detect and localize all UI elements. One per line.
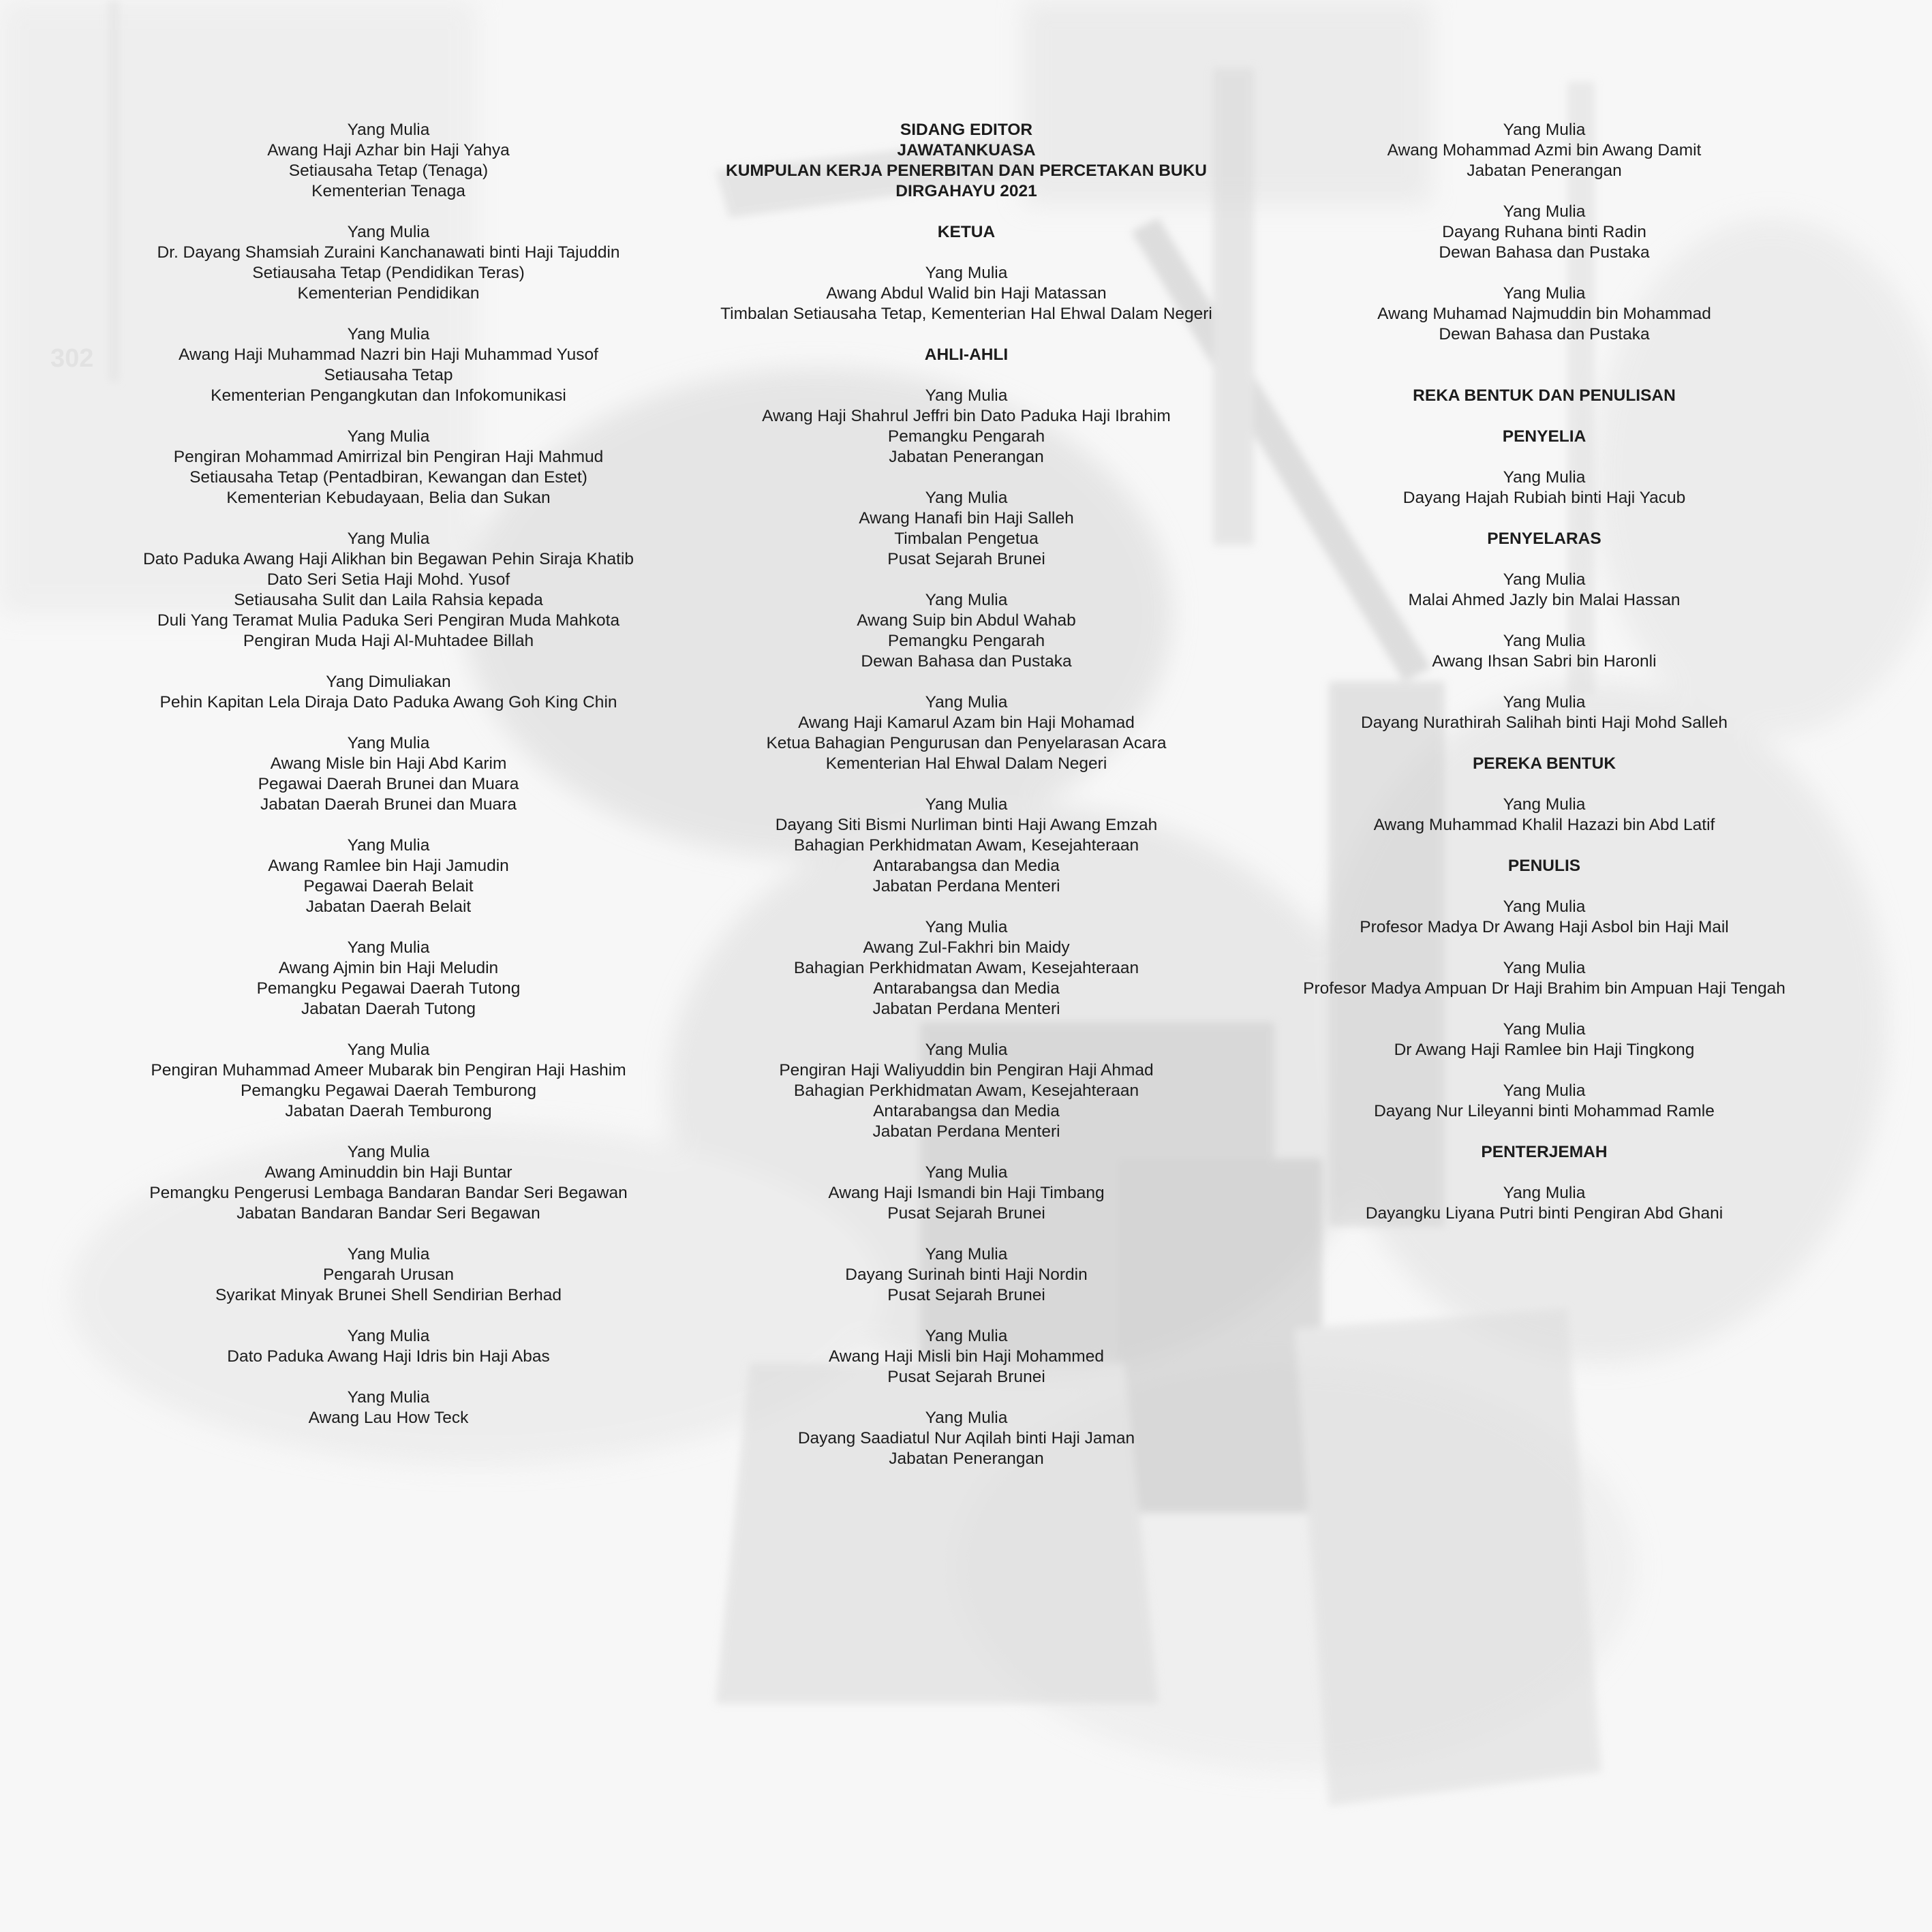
credit-line: Awang Muhamad Najmuddin bin Mohammad [1377,305,1711,323]
honorific: Yang Mulia [925,264,1008,282]
credit-entry [102,1244,675,1306]
right-column [1258,120,1830,1244]
credit-entry [1258,795,1830,835]
credit-line: Awang Haji Shahrul Jeffri bin Dato Paduka Haji Ibrahim [762,407,1171,425]
credit-line: Pehin Kapitan Lela Diraja Dato Paduka Awang Goh King Chin [159,693,617,711]
credit-line: Profesor Madya Dr Awang Haji Asbol bin Haji Mail [1360,918,1729,936]
honorific: Yang Mulia [1503,959,1586,977]
credit-line: Awang Abdul Walid bin Haji Matassan [826,284,1107,303]
credit-line: Dayang Hajah Rubiah binti Haji Yacub [1402,489,1686,507]
credit-line: Awang Ihsan Sabri bin Haronli [1432,652,1657,671]
credit-entry [680,795,1253,897]
credit-line: Dayang Ruhana binti Radin [1442,223,1646,241]
credit-entry [102,1142,675,1224]
credit-entry [102,672,675,713]
credit-line: Jabatan Daerah Brunei dan Muara [260,795,517,814]
honorific: Yang Mulia [347,223,430,241]
credit-entry [102,427,675,508]
credit-entry [1258,692,1830,733]
heading-line: JAWATANKUASA [897,141,1036,159]
middle-column [680,120,1253,1490]
credit-line: Kementerian Pengangkutan dan Infokomunikasi [211,386,566,405]
credit-line: Dewan Bahasa dan Pustaka [1439,243,1650,262]
honorific: Yang Mulia [1503,1082,1586,1100]
credit-entry [102,222,675,304]
credit-entry [102,529,675,651]
credit-line: Awang Haji Kamarul Azam bin Haji Mohamad [798,714,1135,732]
credit-entry [1258,120,1830,181]
credit-entry [1258,570,1830,611]
honorific: Yang Mulia [347,938,430,957]
section-heading [1258,856,1830,876]
credit-line: Setiausaha Sulit dan Laila Rahsia kepada [234,591,543,609]
honorific: Yang Mulia [925,795,1008,814]
credit-entry [1258,897,1830,938]
credit-entry [680,1040,1253,1142]
section-heading [1258,754,1830,774]
credit-line: Jabatan Perdana Menteri [872,1000,1060,1018]
heading-line: PENYELIA [1502,427,1586,446]
credit-line: Pusat Sejarah Brunei [887,1368,1045,1386]
credit-entry [680,1408,1253,1469]
honorific: Yang Mulia [925,1245,1008,1263]
honorific: Yang Mulia [1503,468,1586,487]
credit-line: Antarabangsa dan Media [873,1102,1060,1120]
credit-line: Jabatan Perdana Menteri [872,877,1060,895]
honorific: Yang Dimuliakan [326,673,451,691]
honorific: Yang Mulia [1503,693,1586,711]
credit-line: Dayang Siti Bismi Nurliman binti Haji Awang Emzah [775,816,1158,834]
credit-line: Bahagian Perkhidmatan Awam, Kesejahteraan [793,1082,1139,1100]
credit-entry [680,386,1253,467]
honorific: Yang Mulia [347,530,430,548]
credit-line: Dato Paduka Awang Haji Alikhan bin Begawan Pehin Siraja Khatib [142,550,634,568]
honorific: Yang Mulia [1503,1184,1586,1202]
credit-line: Setiausaha Tetap (Pentadbiran, Kewangan dan Estet) [189,468,587,487]
credit-line: Awang Muhammad Khalil Hazazi bin Abd Latif [1373,816,1715,834]
credit-line: Pemangku Pengarah [887,427,1045,446]
honorific: Yang Mulia [347,325,430,343]
credit-line: Awang Hanafi bin Haji Salleh [859,509,1074,527]
honorific: Yang Mulia [925,918,1008,936]
credit-line: Antarabangsa dan Media [873,857,1060,875]
credit-line: Bahagian Perkhidmatan Awam, Kesejahteraan [793,836,1139,855]
credit-entry [102,120,675,202]
honorific: Yang Mulia [925,1163,1008,1182]
credit-line: Dr Awang Haji Ramlee bin Haji Tingkong [1394,1041,1695,1059]
section-heading [680,345,1253,365]
credit-entry [102,733,675,815]
honorific: Yang Mulia [347,836,430,855]
credit-entry [680,1326,1253,1387]
honorific: Yang Mulia [347,734,430,752]
section-heading [1258,386,1830,406]
honorific: Yang Mulia [1503,795,1586,814]
credit-line: Jabatan Daerah Belait [305,898,472,916]
heading-line: KUMPULAN KERJA PENERBITAN DAN PERCETAKAN BUKU [726,162,1207,180]
credit-line: Bahagian Perkhidmatan Awam, Kesejahteraan [793,959,1139,977]
section-heading [680,222,1253,243]
credit-entry [680,263,1253,324]
honorific: Yang Mulia [1503,632,1586,650]
heading-line: DIRGAHAYU 2021 [895,182,1037,200]
credit-line: Pusat Sejarah Brunei [887,1286,1045,1304]
credit-entry [102,1040,675,1122]
credit-line: Pusat Sejarah Brunei [887,550,1045,568]
credit-line: Pengiran Haji Waliyuddin bin Pengiran Haji Ahmad [779,1061,1154,1079]
heading-line: REKA BENTUK DAN PENULISAN [1413,386,1676,405]
credit-entry [680,692,1253,774]
credit-line: Awang Zul-Fakhri bin Maidy [863,938,1070,957]
credit-line: Awang Haji Misli bin Haji Mohammed [829,1347,1104,1366]
honorific: Yang Mulia [1503,202,1586,221]
credit-line: Dato Paduka Awang Haji Idris bin Haji Abas [227,1347,550,1366]
section-spacer [1258,365,1830,386]
heading-line: SIDANG EDITOR [900,121,1033,139]
credit-line: Awang Haji Azhar bin Haji Yahya [267,141,510,159]
credit-line: Pengiran Muda Haji Al-Muhtadee Billah [243,632,534,650]
credit-entry [680,1244,1253,1306]
credit-entry [102,324,675,406]
honorific: Yang Mulia [925,1409,1008,1427]
section-heading [1258,529,1830,549]
honorific: Yang Mulia [925,693,1008,711]
credit-entry [1258,958,1830,999]
credit-line: Pemangku Pegawai Daerah Temburong [240,1082,536,1100]
credit-line: Dayang Saadiatul Nur Aqilah binti Haji Jaman [797,1429,1135,1447]
honorific: Yang Mulia [925,1327,1008,1345]
credit-entry [680,590,1253,672]
credit-line: Dayang Surinah binti Haji Nordin [845,1266,1088,1284]
credit-line: Awang Haji Muhammad Nazri bin Haji Muhammad Yusof [179,346,598,364]
credit-entry [1258,1183,1830,1224]
credit-line: Setiausaha Tetap (Tenaga) [288,162,489,180]
credit-line: Kementerian Kebudayaan, Belia dan Sukan [226,489,551,507]
credit-line: Pegawai Daerah Brunei dan Muara [258,775,519,793]
credit-line: Awang Ajmin bin Haji Meludin [278,959,499,977]
credit-line: Malai Ahmed Jazly bin Malai Hassan [1408,591,1681,609]
credit-line: Timbalan Setiausaha Tetap, Kementerian Hal Ehwal Dalam Negeri [720,305,1212,323]
left-column [102,120,675,1449]
credit-line: Duli Yang Teramat Mulia Paduka Seri Pengiran Muda Mahkota [157,611,620,630]
credit-line: Pegawai Daerah Belait [303,877,474,895]
credit-line: Jabatan Bandaran Bandar Seri Begawan [236,1204,540,1223]
honorific: Yang Mulia [925,386,1008,405]
credit-line: Jabatan Penerangan [889,1450,1044,1468]
honorific: Yang Mulia [347,121,430,139]
honorific: Yang Mulia [347,1143,430,1161]
credit-line: Dayang Nurathirah Salihah binti Haji Mohd Salleh [1361,714,1728,732]
credit-line: Awang Suip bin Abdul Wahab [857,611,1076,630]
credit-line: Pemangku Pengarah [887,632,1045,650]
honorific: Yang Mulia [1503,898,1586,916]
credit-entry [102,1326,675,1367]
credit-line: Syarikat Minyak Brunei Shell Sendirian Berhad [215,1286,562,1304]
credit-line: Jabatan Daerah Temburong [285,1102,492,1120]
credit-line: Ketua Bahagian Pengurusan dan Penyelarasan Acara [766,734,1167,752]
honorific: Yang Mulia [347,1327,430,1345]
credit-line: Kementerian Hal Ehwal Dalam Negeri [825,754,1107,773]
credit-line: Setiausaha Tetap (Pendidikan Teras) [252,264,525,282]
credit-entry [680,488,1253,570]
honorific: Yang Mulia [925,1041,1008,1059]
credit-line: Pemangku Pegawai Daerah Tutong [256,979,521,998]
credit-line: Jabatan Penerangan [1467,162,1622,180]
heading-line: AHLI-AHLI [924,346,1009,364]
honorific: Yang Mulia [1503,121,1586,139]
credit-entry [102,1387,675,1428]
credit-line: Setiausaha Tetap [324,366,453,384]
credit-line: Awang Lau How Teck [308,1409,469,1427]
heading-line: PENTERJEMAH [1481,1143,1608,1161]
honorific: Yang Mulia [1503,570,1586,589]
heading-line: PENYELARAS [1487,530,1601,548]
credit-line: Timbalan Pengetua [894,530,1039,548]
honorific: Yang Mulia [1503,1020,1586,1039]
heading-line: PENULIS [1507,857,1581,875]
section-heading [1258,1142,1830,1163]
credit-line: Pengarah Urusan [322,1266,455,1284]
credit-line: Profesor Madya Ampuan Dr Haji Brahim bin Ampuan Haji Tengah [1303,979,1785,998]
credit-line: Dato Seri Setia Haji Mohd. Yusof [266,570,510,589]
credit-line: Awang Mohammad Azmi bin Awang Damit [1387,141,1702,159]
credit-entry [1258,202,1830,263]
honorific: Yang Mulia [347,427,430,446]
credit-line: Jabatan Penerangan [889,448,1044,466]
credit-entry [102,835,675,917]
heading-line: KETUA [937,223,996,241]
honorific: Yang Mulia [925,489,1008,507]
credit-line: Jabatan Perdana Menteri [872,1122,1060,1141]
credit-entry [1258,1081,1830,1122]
credit-line: Dewan Bahasa dan Pustaka [861,652,1072,671]
credit-line: Kementerian Tenaga [311,182,465,200]
credit-line: Pusat Sejarah Brunei [887,1204,1045,1223]
credit-entry [1258,467,1830,508]
heading-line: PEREKA BENTUK [1472,754,1616,773]
credit-line: Awang Haji Ismandi bin Haji Timbang [828,1184,1105,1202]
credit-line: Dewan Bahasa dan Pustaka [1439,325,1650,343]
credit-entry [1258,283,1830,345]
credit-line: Pengiran Muhammad Ameer Mubarak bin Pengiran Haji Hashim [151,1061,626,1079]
credit-line: Kementerian Pendidikan [297,284,480,303]
credit-entry [1258,1019,1830,1060]
credit-line: Dayang Nur Lileyanni binti Mohammad Ramle [1374,1102,1715,1120]
honorific: Yang Mulia [347,1388,430,1407]
honorific: Yang Mulia [347,1041,430,1059]
credit-line: Dr. Dayang Shamsiah Zuraini Kanchanawati binti Haji Tajuddin [157,243,620,262]
section-heading [1258,427,1830,447]
credit-entry [680,1163,1253,1224]
credit-entry [102,938,675,1019]
credit-line: Dayangku Liyana Putri binti Pengiran Abd Ghani [1365,1204,1723,1223]
credit-line: Jabatan Daerah Tutong [301,1000,476,1018]
credit-line: Pengiran Mohammad Amirrizal bin Pengiran Haji Mahmud [173,448,604,466]
credit-line: Awang Aminuddin bin Haji Buntar [264,1163,512,1182]
section-heading [680,120,1253,202]
credit-entry [1258,631,1830,672]
credit-line: Awang Ramlee bin Haji Jamudin [268,857,509,875]
honorific: Yang Mulia [925,591,1008,609]
credit-line: Awang Misle bin Haji Abd Karim [270,754,507,773]
credit-line: Antarabangsa dan Media [873,979,1060,998]
page-number: 302 [50,344,94,373]
credit-entry [680,917,1253,1019]
honorific: Yang Mulia [1503,284,1586,303]
honorific: Yang Mulia [347,1245,430,1263]
credit-line: Pemangku Pengerusi Lembaga Bandaran Bandar Seri Begawan [149,1184,628,1202]
